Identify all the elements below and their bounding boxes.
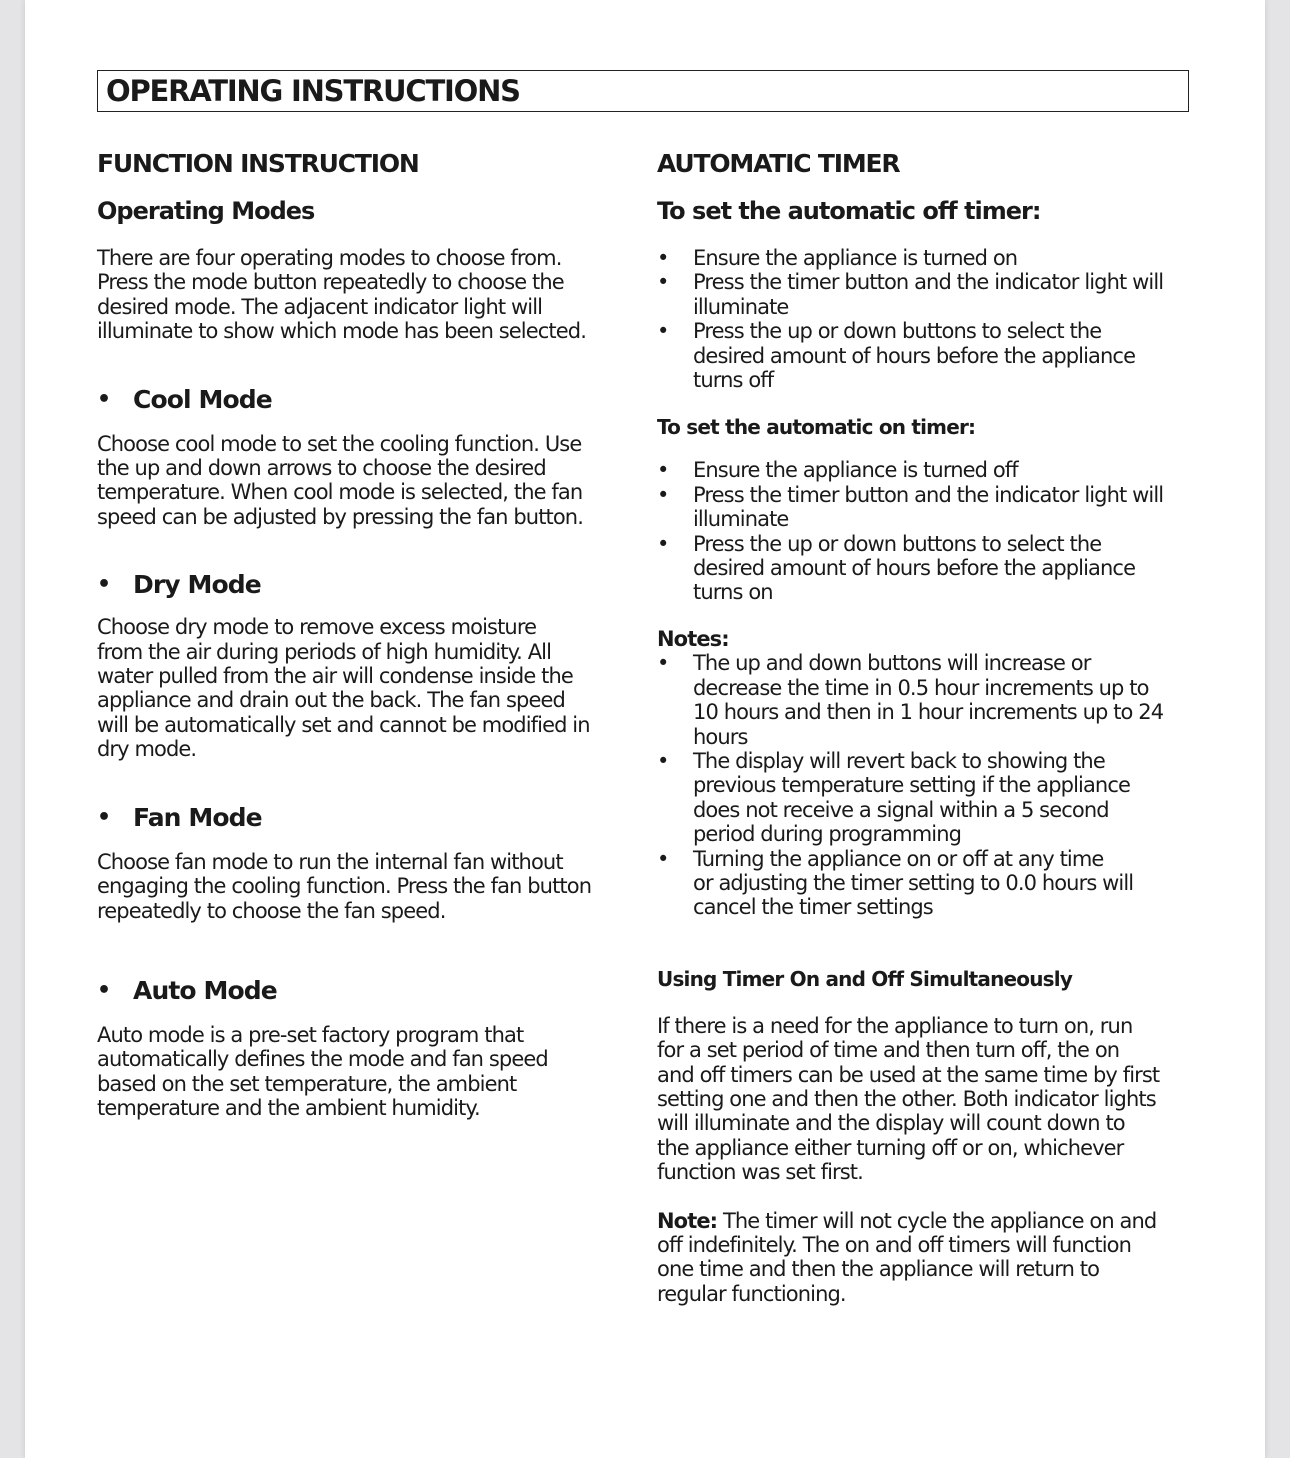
cool-mode-heading: • Cool Mode [97, 380, 627, 420]
right-column [657, 140, 1202, 1306]
auto-mode-heading: • Auto Mode [97, 971, 627, 1011]
simultaneous-paragraph: If there is a need for the appliance to turn on, run for a set period of time and then turn off, the on and off timers can be used at the same time by first setting one and then the other. Both indicator lights will illuminate and the display will count down to the appliance either turning off or on, whichever function was set first. [657, 1013, 1160, 1185]
dry-mode-heading: • Dry Mode [97, 565, 627, 605]
list-item: • Ensure the appliance is turned off [657, 458, 1018, 483]
list-item: • Press the up or down buttons to select the desired amount of hours before the appliance turns off [657, 319, 1136, 393]
auto-mode-paragraph: Auto mode is a pre-set factory program that automatically defines the mode and fan speed based on the set temperature, the ambient temperature and the ambient humidity. [97, 1022, 548, 1121]
off-timer-heading: To set the automatic off timer: [657, 197, 1041, 225]
list-item: • The display will revert back to showing the previous temperature setting if the appliance does not receive a signal within a 5 second period during programming [657, 748, 1130, 847]
bullet-icon: • [97, 386, 111, 412]
notes-heading: Notes: [657, 626, 729, 651]
document-page [25, 0, 1265, 1458]
automatic-timer-heading: AUTOMATIC TIMER [657, 149, 900, 178]
intro-paragraph: There are four operating modes to choose from. Press the mode button repeatedly to choose the desired mode. The adjacent indicator light will illuminate to show which mode has been selected. [97, 246, 586, 344]
off-timer-steps [657, 246, 1202, 392]
on-timer-steps [657, 458, 1202, 604]
fan-mode-paragraph: Choose fan mode to run the internal fan without engaging the cooling function. Press the fan button repeatedly to choose the fan speed. [97, 849, 592, 923]
notes-list [657, 651, 1202, 919]
dry-mode-paragraph: Choose dry mode to remove excess moisture from the air during periods of high humidity. All water pulled from the air will condense inside the appliance and drain out the back. The fan speed will be automatically set and cannot be modified in dry mode. [97, 615, 590, 762]
note-label: Note: [657, 1208, 718, 1233]
list-item: • Turning the appliance on or off at any time or adjusting the timer setting to 0.0 hours will cancel the timer settings [657, 846, 1134, 920]
on-timer-heading: To set the automatic on timer: [657, 415, 976, 440]
bullet-icon: • [97, 804, 111, 830]
fan-mode-heading: • Fan Mode [97, 798, 627, 838]
page-title: OPERATING INSTRUCTIONS [106, 74, 520, 108]
operating-modes-heading: Operating Modes [97, 197, 315, 225]
list-item: • Press the timer button and the indicator light will illuminate [657, 270, 1164, 319]
bullet-icon: • [97, 572, 111, 598]
function-instruction-heading: FUNCTION INSTRUCTION [97, 149, 419, 178]
list-item: • The up and down buttons will increase or decrease the time in 0.5 hour increments up to 10 hours and then in 1 hour increments up to 24 hours [657, 651, 1164, 749]
bullet-icon: • [97, 977, 111, 1003]
title-box [97, 70, 1189, 112]
note-paragraph: Note: The timer will not cycle the appliance on and off indefinitely. The on and off timers will function one time and then the appliance will return to regular functioning. [657, 1208, 1157, 1306]
list-item: • Press the timer button and the indicator light will illuminate [657, 482, 1164, 532]
cool-mode-paragraph: Choose cool mode to set the cooling function. Use the up and down arrows to choose the desired temperature. When cool mode is selected, the fan speed can be adjusted by pressing the fan button. [97, 431, 583, 529]
list-item: • Press the up or down buttons to select the desired amount of hours before the appliance turns on [657, 531, 1136, 605]
left-column [97, 140, 627, 1121]
simultaneous-heading: Using Timer On and Off Simultaneously [657, 966, 1073, 991]
list-item: • Ensure the appliance is turned on [657, 246, 1018, 270]
